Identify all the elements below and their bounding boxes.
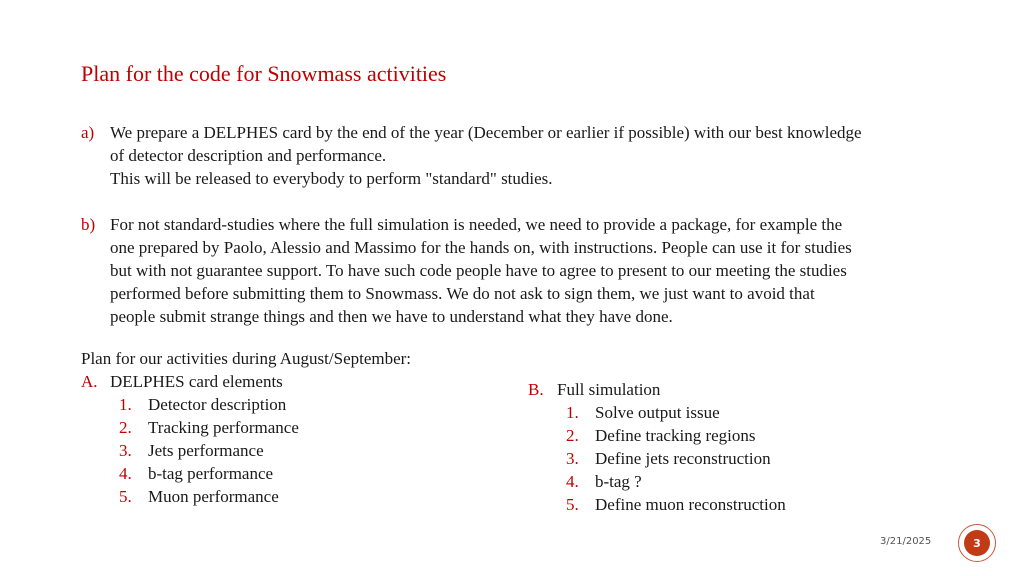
- list-item: [566, 447, 786, 470]
- section-a-marker: A.: [81, 372, 98, 391]
- paragraph-b-line: but with not guarantee support. To have such code people have to agree to present to our meeting the studies: [110, 261, 847, 280]
- list-item: [119, 416, 299, 439]
- paragraph-b-line: For not standard-studies where the full simulation is needed, we need to provide a package, for example the: [110, 215, 843, 234]
- plan-heading: Plan for our activities during August/September:: [81, 349, 412, 368]
- section-a-header: [81, 370, 299, 393]
- list-item: [119, 462, 299, 485]
- section-a-title: DELPHES card elements: [110, 372, 283, 391]
- paragraph-a-line: We prepare a DELPHES card by the end of the year (December or earlier if possible) with our best knowledge: [110, 123, 862, 142]
- page-number-badge: [958, 524, 996, 562]
- list-item-number: 2.: [119, 418, 132, 437]
- list-item-number: 3.: [119, 441, 132, 460]
- list-item-text: Jets performance: [148, 441, 264, 460]
- paragraph-b: [81, 213, 981, 328]
- list-item-text: Define jets reconstruction: [595, 449, 771, 468]
- section-a-list: [81, 370, 299, 508]
- list-item: [566, 493, 786, 516]
- list-item-number: 5.: [566, 495, 579, 514]
- paragraph-a-marker: a): [81, 123, 95, 142]
- paragraph-a-line: This will be released to everybody to perform "standard" studies.: [110, 169, 553, 188]
- section-b-list: [528, 378, 786, 516]
- list-item: [566, 470, 786, 493]
- list-item-text: Define muon reconstruction: [595, 495, 786, 514]
- paragraph-b-line: performed before submitting them to Snowmass. We do not ask to sign them, we just want to avoid that: [110, 284, 815, 303]
- list-item-number: 2.: [566, 426, 579, 445]
- list-item: [119, 393, 299, 416]
- paragraph-a: [81, 121, 981, 190]
- paragraph-a-line: of detector description and performance.: [110, 146, 387, 165]
- slide-title: Plan for the code for Snowmass activities: [81, 61, 447, 86]
- page-number: 3: [964, 530, 990, 556]
- paragraph-b-line: one prepared by Paolo, Alessio and Massimo for the hands on, with instructions. People can use it for studies: [110, 238, 852, 257]
- slide-date: 3/21/2025: [880, 536, 932, 547]
- list-item-text: Muon performance: [148, 487, 279, 506]
- list-item-text: Define tracking regions: [595, 426, 756, 445]
- list-item-number: 1.: [566, 403, 579, 422]
- section-b-marker: B.: [528, 380, 544, 399]
- list-item: [566, 401, 786, 424]
- list-item: [119, 485, 299, 508]
- list-item-number: 3.: [566, 449, 579, 468]
- list-item-number: 5.: [119, 487, 132, 506]
- section-b-header: [528, 378, 786, 401]
- list-item-number: 4.: [119, 464, 132, 483]
- list-item-text: b-tag performance: [148, 464, 274, 483]
- list-item-text: b-tag ?: [595, 472, 642, 491]
- section-b-title: Full simulation: [557, 380, 661, 399]
- list-item-text: Detector description: [148, 395, 287, 414]
- list-item: [566, 424, 786, 447]
- paragraph-b-line: people submit strange things and then we have to understand what they have done.: [110, 307, 673, 326]
- list-item-number: 4.: [566, 472, 579, 491]
- list-item-text: Tracking performance: [148, 418, 299, 437]
- list-item-text: Solve output issue: [595, 403, 720, 422]
- paragraph-b-marker: b): [81, 215, 96, 234]
- list-item-number: 1.: [119, 395, 132, 414]
- list-item: [119, 439, 299, 462]
